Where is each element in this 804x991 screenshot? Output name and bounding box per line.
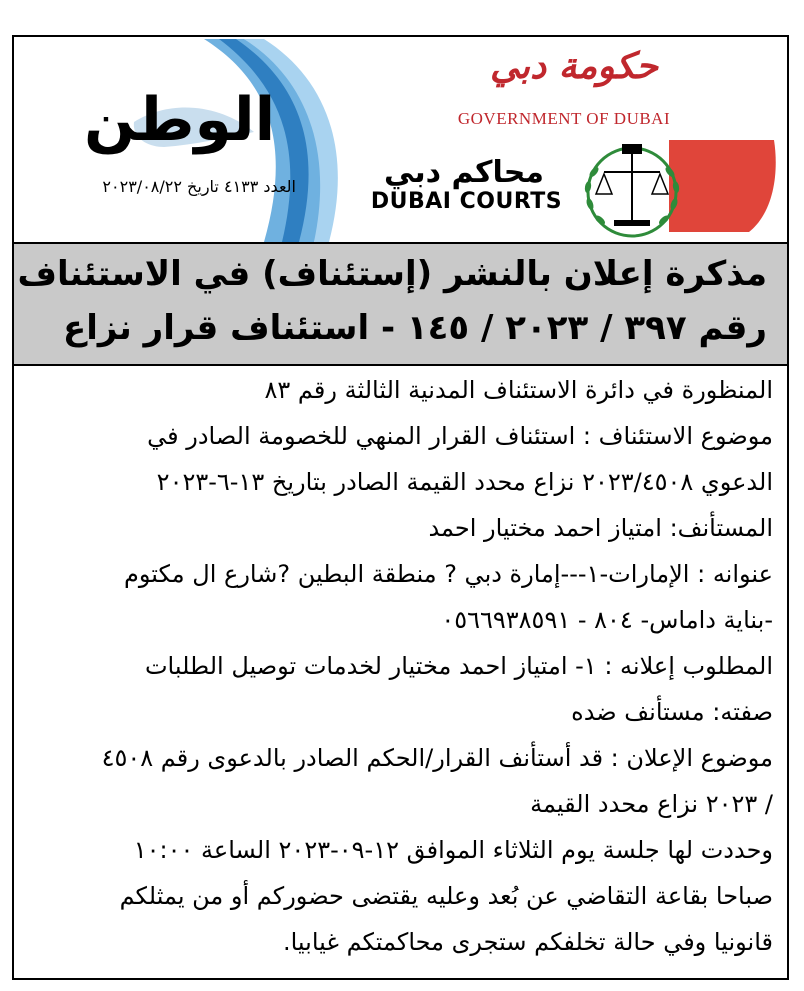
notice-title-band <box>14 242 787 366</box>
issue-line: العدد ٤١٣٣ تاريخ ٢٠٢٣/٠٨/٢٢ <box>102 177 296 196</box>
body-line: -بناية داماس- ٨٠٤ - ٠٥٦٦٩٣٨٥٩١ <box>441 606 773 634</box>
body-line: المطلوب إعلانه : ١- امتياز احمد مختيار لخدمات توصيل الطلبات <box>144 652 773 680</box>
body-line: صباحا بقاعة التقاضي عن بُعد وعليه يقتضى حضوركم أو من يمثلكم <box>119 882 773 910</box>
body-line: / ٢٠٢٣ نزاع محدد القيمة <box>530 790 773 818</box>
body-line: المنظورة في دائرة الاستئناف المدنية الثالثة رقم ٨٣ <box>264 376 773 404</box>
body-line: صفته: مستأنف ضده <box>571 698 773 726</box>
body-line: وحددت لها جلسة يوم الثلاثاء الموافق ١٢-٠٩-٢٠٢٣ الساعة ١٠:٠٠ <box>133 836 773 864</box>
notice-frame <box>12 35 789 980</box>
dubai-courts-arabic: محاكم دبي <box>384 155 544 190</box>
dubai-courts-english: DUBAI COURTS <box>370 189 563 214</box>
notice-header <box>14 37 787 242</box>
body-line: موضوع الإعلان : قد أستأنف القرار/الحكم الصادر بالدعوى رقم ٤٥٠٨ <box>101 744 773 772</box>
body-line: الدعوي ٢٠٢٣/٤٥٠٨ نزاع محدد القيمة الصادر بتاريخ ١٣-٦-٢٠٢٣ <box>156 468 773 496</box>
body-line: موضوع الاستئناف : استئناف القرار المنهي للخصومة الصادر في <box>147 422 773 450</box>
body-line: عنوانه : الإمارات-١---إمارة دبي ? منطقة البطين ?شارع ال مكتوم <box>124 560 773 588</box>
gov-dubai-english: GOVERNMENT OF DUBAI <box>457 109 671 128</box>
gov-dubai-arabic: حكومة دبي <box>490 45 658 87</box>
body-line: قانونيا وفي حالة تخلفكم ستجرى محاكمتكم غيابيا. <box>282 928 773 956</box>
dubai-courts-emblem <box>574 132 784 242</box>
notice-title-line-2: رقم ٣٩٧ / ٢٠٢٣ / ١٤٥ - استئناف قرار نزاع <box>63 308 767 348</box>
notice-body <box>26 367 773 965</box>
notice-title-line-1: مذكرة إعلان بالنشر (إستئناف) في الاستئناف <box>17 254 767 294</box>
body-line: المستأنف: امتياز احمد مختيار احمد <box>428 514 773 542</box>
newspaper-name: الوطن <box>84 85 276 155</box>
